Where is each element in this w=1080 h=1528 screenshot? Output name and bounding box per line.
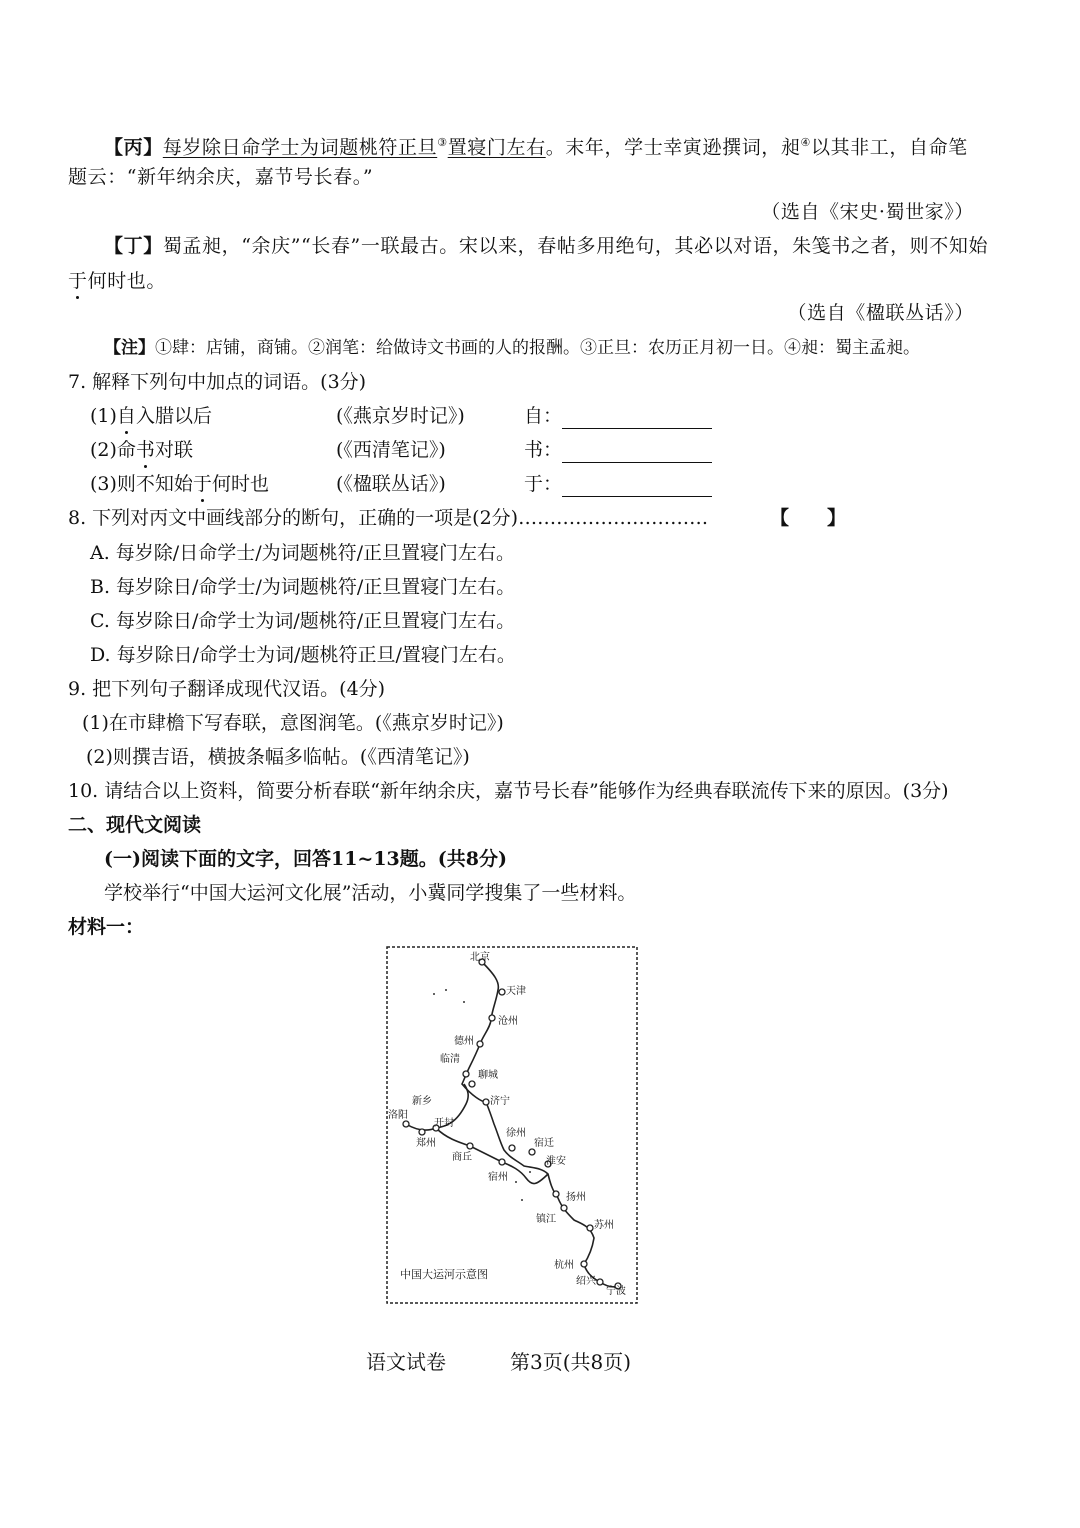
city-marker-suzhou-anhui <box>499 1159 505 1165</box>
q7-item-1-answer[interactable] <box>524 403 712 429</box>
city-label-shaoxing: 绍兴 <box>576 1276 596 1287</box>
q8-option-d[interactable]: D. 每岁除日/命学士为词/题桃符正旦/置寝门左右。 <box>90 644 516 666</box>
q7-item-1-pre: (1) <box>90 405 117 427</box>
q10-stem: 10. 请结合以上资料，简要分析春联“新年纳余庆，嘉节号长春”能够作为经典春联流传下来的原因。(3分) <box>68 780 949 802</box>
city-marker-liaocheng <box>469 1081 475 1087</box>
passage-ding-text-2: 何时也。 <box>87 270 167 292</box>
city-marker-yangzhou <box>553 1191 559 1197</box>
q7-item-2-book: (《西清笔记》) <box>336 439 446 461</box>
map-dot <box>521 1199 523 1201</box>
map-dot <box>463 1001 465 1003</box>
city-marker-cangzhou <box>489 1015 495 1021</box>
note-ref-4: ④ <box>800 136 811 149</box>
city-marker-dezhou <box>477 1041 483 1047</box>
map-dot <box>433 993 435 995</box>
q7-item-2-dot: 书 <box>135 439 155 461</box>
q7-item-1-sentence <box>90 403 212 429</box>
passage-ding-line-2 <box>68 268 166 294</box>
passage-bing-underlined: 每岁除日命学士为词题桃符正旦 <box>162 136 438 159</box>
city-label-shangqiu: 商丘 <box>452 1152 472 1163</box>
section2-intro: 学校举行“中国大运河文化展”活动，小冀同学搜集了一些材料。 <box>104 882 637 904</box>
map-dot <box>529 1171 531 1173</box>
q7-item-3-sentence <box>90 471 269 497</box>
city-marker-luoyang <box>403 1121 409 1127</box>
dotted-word-yu: 于 <box>68 270 88 292</box>
city-label-suzhou-jiangsu: 苏州 <box>594 1220 614 1231</box>
city-label-suqian: 宿迁 <box>534 1138 554 1149</box>
q7-item-3-word: 于： <box>524 473 563 495</box>
passage-bing-underlined-2: 置寝门左右 <box>447 136 546 159</box>
q7-item-2-word: 书： <box>524 439 563 461</box>
q7-item-2-blank[interactable] <box>562 444 712 463</box>
city-label-zhengzhou: 郑州 <box>416 1138 436 1149</box>
city-label-suzhou-anhui: 宿州 <box>488 1172 508 1183</box>
city-label-yangzhou: 扬州 <box>566 1192 586 1203</box>
map-dot <box>445 989 447 991</box>
q7-item-2-pre: (2)命 <box>90 439 136 461</box>
map-title: 中国大运河示意图 <box>400 1268 488 1281</box>
q7-item-3-rest: 何时也 <box>211 473 269 495</box>
q7-item-3-pre: (3)则不知始 <box>90 473 193 495</box>
q8-stem: 8. 下列对丙文中画线部分的断句，正确的一项是(2分)………………………… <box>68 507 709 529</box>
passage-bing-source: （选自《宋史·蜀世家》） <box>761 201 974 223</box>
passage-bing-text: 。末年，学士幸寅逊撰词，昶 <box>545 136 801 159</box>
passage-ding-text: 蜀孟昶，“余庆”“长春”一联最古。宋以来，春帖多用绝句，其必以对语，朱笺书之者，则不知始 <box>162 235 989 257</box>
material-1-label: 材料一： <box>68 916 145 938</box>
city-marker-shaoxing <box>597 1279 603 1285</box>
city-label-beijing: 北京 <box>470 952 490 963</box>
notes <box>104 336 920 360</box>
q7-item-1-word: 自： <box>524 405 563 427</box>
passage-bing-tag: 【丙】 <box>104 136 163 159</box>
section2-title: 二、现代文阅读 <box>68 814 202 836</box>
city-label-liaocheng: 聊城 <box>478 1070 498 1081</box>
q7-item-3-book: (《楹联丛话》) <box>336 473 446 495</box>
city-label-hangzhou: 杭州 <box>554 1260 574 1271</box>
city-label-cangzhou: 沧州 <box>498 1016 518 1027</box>
q7-item-3-answer[interactable] <box>524 471 712 497</box>
q7-item-2-answer[interactable] <box>524 437 712 463</box>
city-label-xuzhou: 徐州 <box>506 1128 526 1139</box>
city-label-luoyang: 洛阳 <box>388 1110 408 1121</box>
q7-stem: 7. 解释下列句中加点的词语。(3分) <box>68 371 367 393</box>
city-label-dezhou: 德州 <box>454 1036 474 1047</box>
city-marker-zhengzhou <box>419 1129 425 1135</box>
city-marker-xuzhou <box>509 1145 515 1151</box>
city-label-zhenjiang: 镇江 <box>536 1214 556 1225</box>
passage-ding-tag: 【丁】 <box>104 235 163 257</box>
city-label-kaifeng: 开封 <box>434 1118 454 1129</box>
city-marker-suqian <box>529 1149 535 1155</box>
q7-item-1-dot: 自 <box>116 405 136 427</box>
city-marker-linqing <box>463 1071 469 1077</box>
q8-option-b[interactable]: B. 每岁除日/命学士/为词题桃符/正旦置寝门左右。 <box>90 576 516 598</box>
q7-item-1-rest: 入腊以后 <box>135 405 212 427</box>
city-label-xinxiang: 新乡 <box>412 1096 432 1107</box>
section2-subtitle: (一)阅读下面的文字，回答11~13题。(共8分) <box>104 848 507 870</box>
city-marker-jining <box>483 1099 489 1105</box>
note-ref-3: ③ <box>437 136 448 149</box>
passage-ding-source: （选自《楹联丛话》） <box>787 302 974 324</box>
notes-text: ①肆：店铺，商铺。②润笔：给做诗文书画的人的报酬。③正旦：农历正月初一日。④昶：蜀主孟昶。 <box>155 338 920 358</box>
city-label-huaian: 淮安 <box>546 1156 566 1167</box>
q7-item-1-blank[interactable] <box>562 410 712 429</box>
city-marker-zhenjiang <box>561 1205 567 1211</box>
q9-item-1: (1)在市肆檐下写春联，意图润笔。(《燕京岁时记》) <box>82 712 504 734</box>
notes-tag: 【注】 <box>104 338 155 358</box>
map-dot <box>515 1181 517 1183</box>
q7-item-3-dot: 于 <box>192 473 212 495</box>
city-marker-shangqiu <box>467 1143 473 1149</box>
q7-item-2-rest: 对联 <box>154 439 193 461</box>
map-border <box>387 947 637 1303</box>
q8-option-a[interactable]: A. 每岁除/日命学士/为词题桃符/正旦置寝门左右。 <box>90 542 516 564</box>
footer-page-number: 第3页(共8页) <box>510 1350 632 1374</box>
q9-stem: 9. 把下列句子翻译成现代汉语。(4分) <box>68 678 386 700</box>
q9-item-2: (2)则撰吉语，横披条幅多临帖。(《西清笔记》) <box>86 746 470 768</box>
passage-bing-text-end: 以其非工，自命笔 <box>810 136 968 159</box>
city-label-linqing: 临清 <box>440 1054 460 1065</box>
city-label-ningbo: 宁波 <box>606 1286 626 1297</box>
q7-item-3-blank[interactable] <box>562 478 712 497</box>
q8-answer-bracket[interactable]: 【 】 <box>770 507 847 529</box>
grand-canal-map <box>386 946 638 1304</box>
passage-bing-line-2: 题云：“新年纳余庆，嘉节号长春。” <box>68 166 374 188</box>
city-marker-hangzhou <box>581 1261 587 1267</box>
q8-option-c[interactable]: C. 每岁除日/命学士为词/题桃符/正旦置寝门左右。 <box>90 610 516 632</box>
q7-item-2-sentence <box>90 437 193 463</box>
passage-bing-line-1 <box>104 130 968 160</box>
passage-ding-line-1 <box>104 233 988 259</box>
city-label-jining: 济宁 <box>490 1096 510 1107</box>
city-label-tianjin: 天津 <box>506 986 526 997</box>
city-marker-suzhou-jiangsu <box>587 1225 593 1231</box>
city-marker-tianjin <box>499 989 505 995</box>
footer-subject: 语文试卷 <box>366 1350 446 1374</box>
q7-item-1-book: (《燕京岁时记》) <box>336 405 465 427</box>
